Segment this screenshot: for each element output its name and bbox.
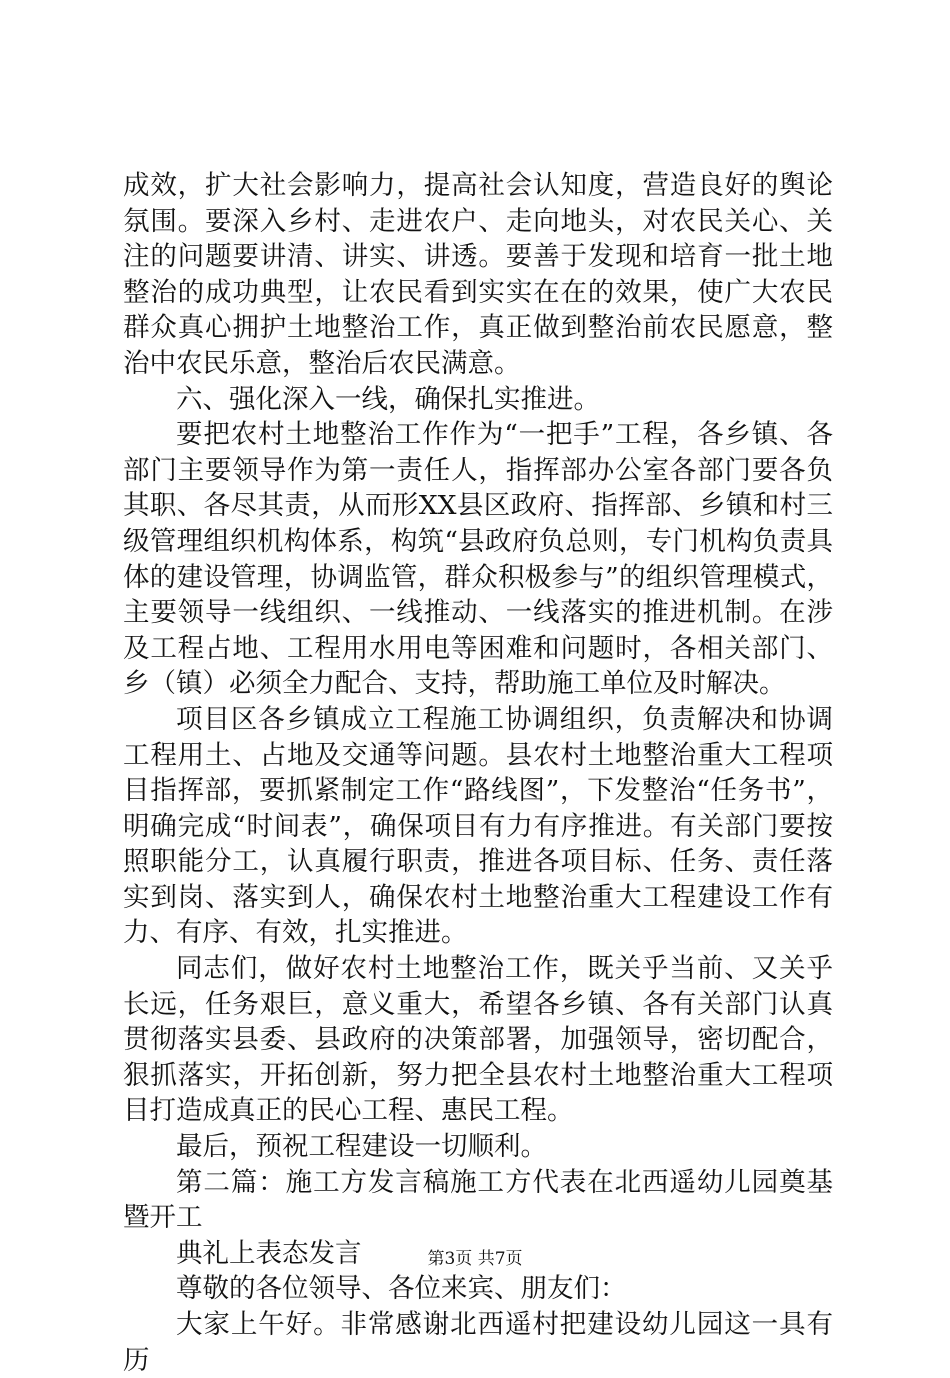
paragraph-9-salutation: 尊敬的各位领导、各位来宾、朋友们： bbox=[176, 1273, 627, 1305]
paragraph-10: 大家上午好。非常感谢北西遥村把建设幼儿园这一具有历 bbox=[123, 1309, 833, 1376]
paragraph-1: 成效，扩大社会影响力，提高社会认知度，营造良好的舆论氛围。要深入乡村、走进农户、走向地头，对农民关心、关注的问题要讲清、讲实、讲透。要善于发现和培育一批土地整治的成功典型，让农民看到实实在在的效果，使广大农民群众真心拥护土地整治工作，真正做到整治前农民愿意，整治中农民乐意，整治后农民满意。 bbox=[123, 170, 833, 379]
paragraph-5: 同志们，做好农村土地整治工作，既关乎当前、又关乎长远，任务艰巨，意义重大，希望各乡镇、各有关部门认真贯彻落实县委、县政府的决策部署，加强领导，密切配合，狠抓落实，开拓创新，努力把全县农村土地整治重大工程项目打造成真正的民心工程、惠民工程。 bbox=[123, 953, 833, 1127]
paragraph-4: 项目区各乡镇成立工程施工协调组织，负责解决和协调工程用土、占地及交通等问题。县农村土地整治重大工程项目指挥部，要抓紧制定工作“路线图”，下发整治“任务书”，明确完成“时间表”，确保项目有力有序推进。有关部门要按照职能分工，认真履行职责，推进各项目标、任务、责任落实到岗、落实到人，确保农村土地整治重大工程建设工作有力、有序、有效，扎实推进。 bbox=[123, 703, 833, 949]
paragraph-2-heading: 六、强化深入一线，确保扎实推进。 bbox=[176, 383, 600, 415]
page-footer bbox=[0, 1248, 950, 1270]
paragraph-7-section-title: 第二篇：施工方发言稿施工方代表在北西遥幼儿园奠基暨开工 bbox=[123, 1166, 833, 1234]
page-number-label: 第3页 共7页 bbox=[427, 1249, 523, 1269]
document-body bbox=[123, 168, 833, 1378]
paragraph-6: 最后，预祝工程建设一切顺利。 bbox=[176, 1131, 547, 1163]
paragraph-3: 要把农村土地整治工作作为“一把手”工程，各乡镇、各部门主要领导作为第一责任人，指挥部办公室各部门要各负其职、各尽其责，从而形XX县区政府、指挥部、乡镇和村三级管理组织机构体系，构筑“县政府负总则，专门机构负责具体的建设管理，协调监管，群众积极参与”的组织管理模式，主要领导一线组织、一线推动、一线落实的推进机制。在涉及工程占地、工程用水用电等困难和问题时，各相关部门、乡（镇）必须全力配合、支持，帮助施工单位及时解决。 bbox=[123, 419, 833, 700]
paragraph-8-section-title-cont: 典礼上表态发言 bbox=[176, 1237, 362, 1269]
